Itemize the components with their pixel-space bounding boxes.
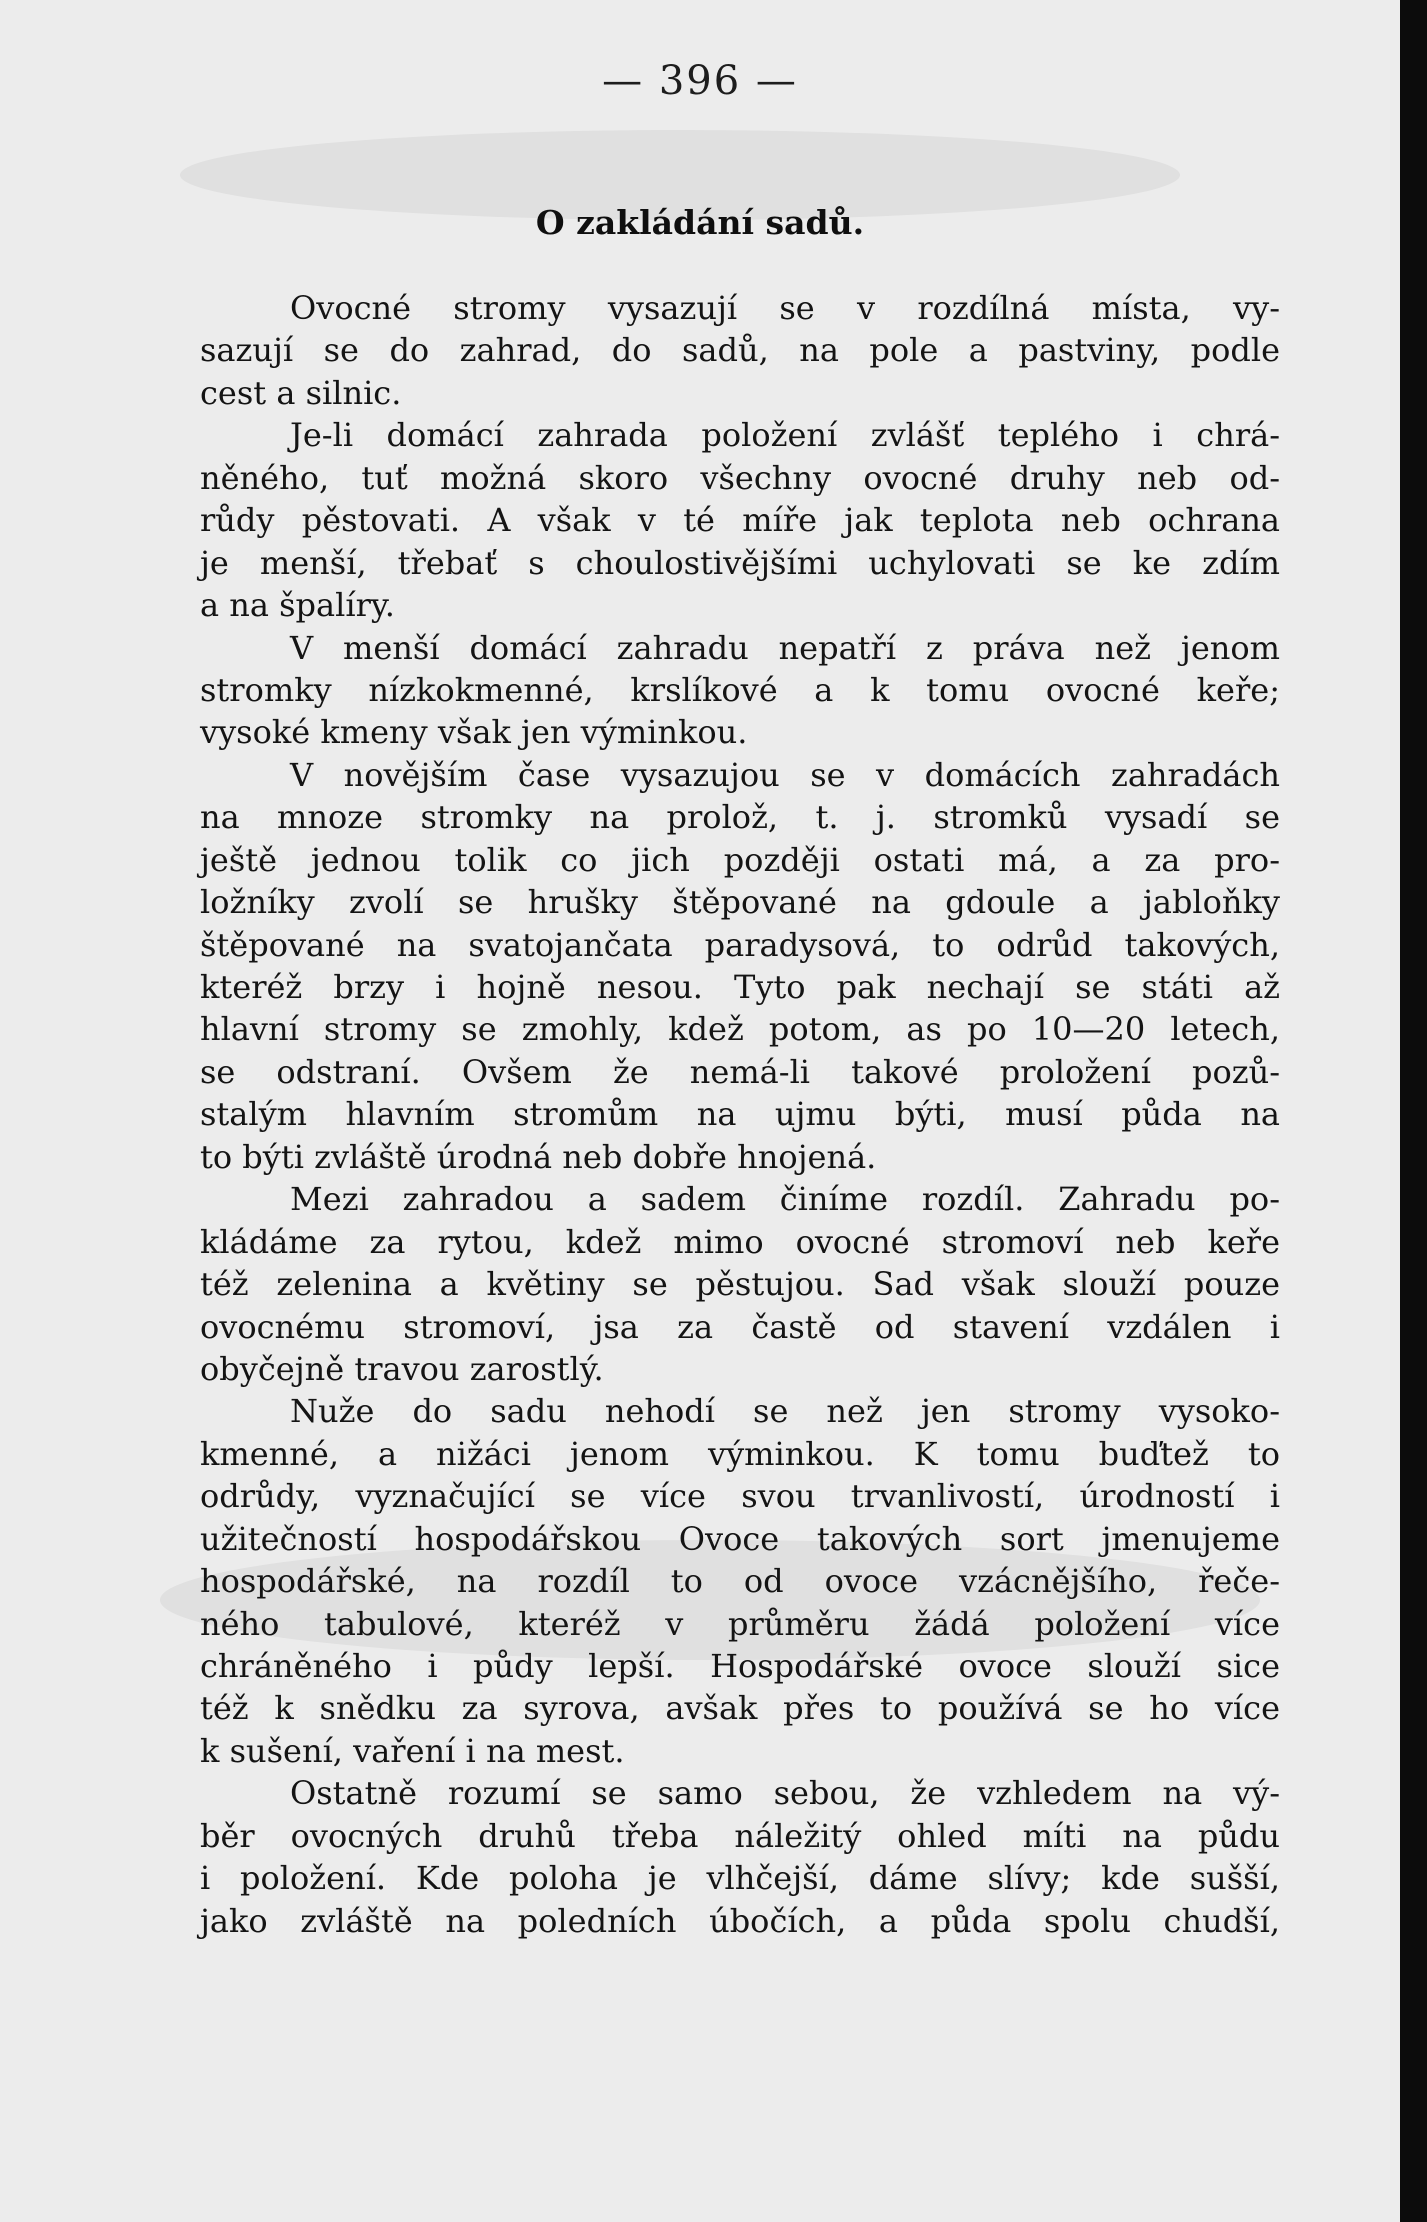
text-line: ještě jednou tolik co jich později ostati má, a za pro-: [200, 840, 1280, 879]
body-text: [200, 287, 1280, 1942]
scan-border: [1400, 0, 1427, 2222]
text-line: je menší, třebať s choulostivějšími uchylovati se ke zdím: [200, 543, 1280, 582]
page-number: — 396 —: [602, 58, 798, 104]
text-line: jako zvláště na poledních úbočích, a půda spolu chudší,: [200, 1901, 1280, 1940]
text-line: chráněného i půdy lepší. Hospodářské ovoce slouží sice: [200, 1647, 1280, 1685]
text-line: Mezi zahradou a sadem činíme rozdíl. Zahradu po-: [290, 1180, 1280, 1219]
text-line: ložníky zvolí se hrušky štěpované na gdoule a jabloňky: [200, 883, 1280, 922]
text-line: k sušení, vaření i na mest.: [200, 1731, 625, 1770]
text-line: odrůdy, vyznačující se více svou trvanlivostí, úrodností i: [200, 1477, 1280, 1516]
text-line: Je-li domácí zahrada položení zvlášť teplého i chrá-: [290, 416, 1280, 455]
text-line: V menší domácí zahradu nepatří z práva než jenom: [290, 628, 1280, 667]
text-line: ovocnému stromoví, jsa za častě od stavení vzdálen i: [200, 1307, 1280, 1346]
text-line: se odstraní. Ovšem že nemá-li takové proložení pozů-: [200, 1052, 1280, 1091]
text-line: běr ovocných druhů třeba náležitý ohled míti na půdu: [200, 1816, 1280, 1855]
text-line: V novějším čase vysazujou se v domácích zahradách: [290, 755, 1280, 794]
text-line: stromky nízkokmenné, krslíkové a k tomu ovocné keře;: [200, 670, 1280, 709]
text-line: hlavní stromy se zmohly, kdež potom, as po 10—20 letech,: [200, 1010, 1280, 1049]
text-line: kmenné, a nižáci jenom výminkou. K tomu buďtež to: [200, 1434, 1280, 1473]
text-line: kládáme za rytou, kdež mimo ovocné stromoví neb keře: [200, 1222, 1280, 1261]
text-line: i položení. Kde poloha je vlhčejší, dáme slívy; kde sušší,: [200, 1859, 1280, 1898]
text-line: stalým hlavním stromům na ujmu býti, musí půda na: [200, 1095, 1280, 1134]
text-line: užitečností hospodářskou Ovoce takových sort jmenujeme: [200, 1519, 1280, 1558]
text-line: růdy pěstovati. A však v té míře jak teplota neb ochrana: [200, 501, 1280, 540]
text-line: vysoké kmeny však jen výminkou.: [200, 713, 748, 752]
text-line: a na špalíry.: [200, 586, 395, 625]
text-line: též zelenina a květiny se pěstujou. Sad však slouží pouze: [200, 1265, 1280, 1304]
chapter-title: O zakládání sadů.: [535, 203, 865, 242]
text-line: štěpované na svatojančata paradysová, to odrůd takových,: [200, 925, 1280, 964]
text-line: něného, tuť možná skoro všechny ovocné druhy neb od-: [200, 458, 1280, 497]
text-line: Ostatně rozumí se samo sebou, že vzhledem na vý-: [290, 1774, 1280, 1813]
text-line: Nuže do sadu nehodí se než jen stromy vysoko-: [290, 1392, 1280, 1431]
text-line: kteréž brzy i hojně nesou. Tyto pak nechají se státi až: [200, 968, 1280, 1006]
text-line: cest a silnic.: [200, 373, 402, 412]
text-line: sazují se do zahrad, do sadů, na pole a pastviny, podle: [200, 331, 1280, 370]
text-line: to býti zvláště úrodná neb dobře hnojená.: [200, 1137, 877, 1176]
text-line: hospodářské, na rozdíl to od ovoce vzácnějšího, řeče-: [200, 1562, 1280, 1601]
text-line: ného tabulové, kteréž v průměru žádá položení více: [200, 1604, 1280, 1643]
text-line: obyčejně travou zarostlý.: [200, 1349, 604, 1388]
text-line: též k snědku za syrova, avšak přes to používá se ho více: [200, 1689, 1280, 1728]
text-line: Ovocné stromy vysazují se v rozdílná místa, vy-: [290, 289, 1280, 327]
text-line: na mnoze stromky na prolož, t. j. stromků vysadí se: [200, 798, 1280, 837]
